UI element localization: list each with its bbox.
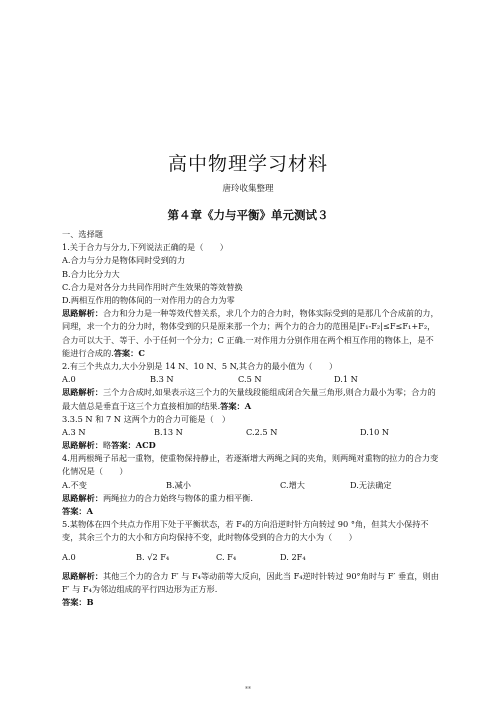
answer-value: C xyxy=(138,347,145,358)
answer-label: 答案： xyxy=(62,506,87,517)
option-b: B.13 N xyxy=(154,426,183,437)
question-1-analysis xyxy=(62,307,440,360)
answer-label: 答案： xyxy=(111,440,136,451)
option-a: A.0 xyxy=(62,374,76,385)
section-heading: 一、选择题 xyxy=(62,229,103,239)
question-4-analysis xyxy=(62,492,440,505)
analysis-label: 思路解析： xyxy=(62,387,103,398)
document-title: 高中物理学习材料 xyxy=(167,153,328,175)
answer-value: ACD xyxy=(135,440,156,451)
question-1-stem: 1.关于合力与分力,下列说法正确的是（ ） xyxy=(62,242,228,253)
question-2-stem: 2.有三个共点力,大小分别是 14 N、10 N、5 N,其合力的最小值为（ ） xyxy=(62,360,338,371)
option-d: D.10 N xyxy=(360,426,390,437)
analysis-label: 思路解析： xyxy=(62,308,103,319)
question-3-stem: 3.3.5 N 和 7 N 这两个力的合力可能是（ ） xyxy=(62,413,231,424)
option-d: D.无法确定 xyxy=(350,479,392,490)
question-2-options xyxy=(62,373,440,386)
analysis-label: 思路解析： xyxy=(62,492,103,503)
answer-value: B xyxy=(86,597,94,608)
question-4-options xyxy=(62,479,440,492)
analysis-text: 略 xyxy=(102,440,112,451)
page-footer: ** xyxy=(245,686,251,693)
question-5-answer xyxy=(62,596,440,609)
document-body xyxy=(62,228,440,609)
analysis-text: 三个力合成时,如果表示这三个力的矢量线段能组成闭合矢量三角形,则合力最小为零；合力的最大值总是垂直于这三个力直接相加的结果. xyxy=(62,387,436,411)
question-1-option-b: B.合力比分力大 xyxy=(62,268,120,279)
option-a: A.0 xyxy=(62,551,76,562)
question-4-stem: 4.用两根绳子吊起一重物，使重物保持静止，若逐渐增大两绳之间的夹角，则两绳对重物的拉力的合力变化情况是（ ） xyxy=(62,453,439,477)
option-c: C.2.5 N xyxy=(246,426,278,437)
chapter-heading: 第４章《力与平衡》单元测试３ xyxy=(167,208,329,222)
option-a: A.不变 xyxy=(62,479,87,490)
question-5-stem: 5.某物体在四个共点力作用下处于平衡状态，若 F₄的方向沿逆时针方向转过 90 °角，但其大小保持不变，其余三个力的大小和方向均保持不变，此时物体受到的合力的大小为（ ） xyxy=(62,519,429,543)
option-b: B.3 N xyxy=(150,374,174,385)
option-c: C.5 N xyxy=(238,374,262,385)
analysis-label: 思路解析： xyxy=(62,570,103,581)
question-4-answer xyxy=(62,505,440,518)
option-b: B.减小 xyxy=(166,479,191,490)
option-a: A.3 N xyxy=(62,426,86,437)
document-subtitle: 唐玲收集整理 xyxy=(222,184,274,194)
analysis-text: 两绳拉力的合力始终与物体的重力相平衡. xyxy=(102,492,253,503)
option-c: C.增大 xyxy=(280,479,305,490)
answer-value: A xyxy=(86,506,93,517)
answer-label: 答案： xyxy=(220,400,245,411)
option-b: B. √2 F₄ xyxy=(136,551,170,562)
question-1-option-a: A.合力与分力是物体同时受到的力 xyxy=(62,255,186,266)
question-3-options xyxy=(62,426,440,439)
answer-value: A xyxy=(244,400,252,411)
answer-label: 答案： xyxy=(62,597,87,608)
option-d: D. 2F₄ xyxy=(280,551,306,562)
analysis-text: 其他三个力的合力 F′ 与 F₄等动前等大反向，因此当 F₄逆时针转过 90°角时与 F′ 垂直，则由 F′ 与 F₄为邻边组成的平行四边形为正方形. xyxy=(62,570,439,595)
option-d: D.1 N xyxy=(334,374,358,385)
question-3-analysis xyxy=(62,439,440,452)
option-c: C. F₄ xyxy=(216,551,237,562)
analysis-text: 合力和分力是一种等效代替关系，求几个力的合力时，物体实际受到的是那几个合成前的力，同理，求一个力的分力时，物体受到的只是原来那一个力；两个力的合力的范围是|F₁-F₂|≤F≤F₁+F₂，合力可以大于、等于、小于任何一个分力；C 正确.一对作用力分别作用在两个相互作用的物体上，是不能进行合成的. xyxy=(62,308,439,358)
question-1-option-d: D.两相互作用的物体间的一对作用力的合力为零 xyxy=(62,294,235,305)
question-1-option-c: C.合力是对各分力共同作用时产生效果的等效替换 xyxy=(62,281,243,292)
question-5-analysis xyxy=(62,570,440,596)
question-2-analysis xyxy=(62,386,440,412)
analysis-label: 思路解析： xyxy=(62,440,103,451)
question-5-options xyxy=(62,551,440,564)
answer-label: 答案： xyxy=(113,347,139,358)
